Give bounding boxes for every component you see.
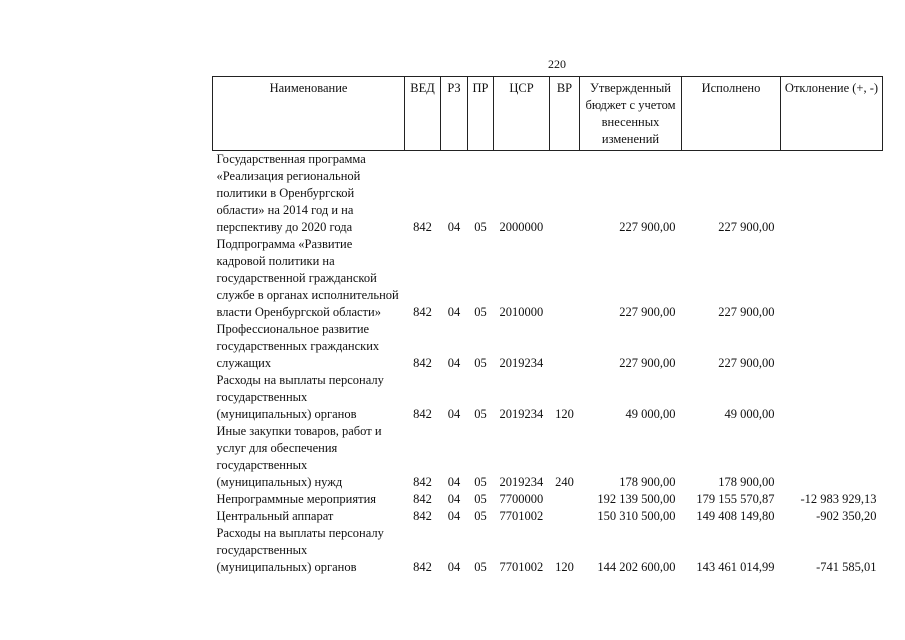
table-row <box>213 491 883 508</box>
row-deviation <box>781 151 883 237</box>
row-rz: 04 <box>447 220 461 234</box>
row-ved: 842 <box>413 560 432 574</box>
header-vr: ВР <box>550 77 580 151</box>
row-name: Расходы на выплаты персоналу государственных (муниципальных) органов <box>216 373 384 421</box>
row-csr: 2010000 <box>499 305 544 319</box>
row-vr <box>550 491 580 508</box>
row-vr: 240 <box>555 475 574 489</box>
row-done: 179 155 570,87 <box>696 492 775 506</box>
row-done: 49 000,00 <box>724 407 775 421</box>
row-pr: 05 <box>474 356 487 370</box>
row-rz: 04 <box>447 560 461 574</box>
header-name: Наименование <box>213 77 405 151</box>
row-deviation <box>781 321 883 372</box>
table-row <box>213 525 883 576</box>
row-rz: 04 <box>447 407 461 421</box>
row-deviation: -902 350,20 <box>816 509 877 523</box>
header-rz: РЗ <box>441 77 468 151</box>
table-row <box>213 236 883 321</box>
row-ved: 842 <box>413 475 432 489</box>
row-deviation <box>781 423 883 491</box>
row-pr: 05 <box>474 305 487 319</box>
row-budget: 192 139 500,00 <box>597 492 676 506</box>
row-name: Расходы на выплаты персоналу государственных (муниципальных) органов <box>216 526 384 574</box>
row-csr: 7700000 <box>499 492 544 506</box>
row-name: Профессиональное развитие государственных гражданских служащих <box>216 322 380 370</box>
row-deviation <box>781 372 883 423</box>
row-csr: 7701002 <box>499 509 544 523</box>
row-vr: 120 <box>555 560 574 574</box>
row-done: 149 408 149,80 <box>696 509 775 523</box>
header-ved: ВЕД <box>405 77 441 151</box>
row-done: 227 900,00 <box>718 356 775 370</box>
row-csr: 2019234 <box>499 356 544 370</box>
row-budget: 227 900,00 <box>619 356 676 370</box>
row-ved: 842 <box>413 492 432 506</box>
table-row <box>213 372 883 423</box>
row-deviation <box>781 236 883 321</box>
row-pr: 05 <box>474 220 487 234</box>
row-budget: 227 900,00 <box>619 220 676 234</box>
row-csr: 2019234 <box>499 475 544 489</box>
row-done: 143 461 014,99 <box>696 560 775 574</box>
row-budget: 178 900,00 <box>619 475 676 489</box>
row-csr: 2019234 <box>499 407 544 421</box>
header-budget: Утвержденный бюджет с учетом внесенных изменений <box>580 77 682 151</box>
row-name: Иные закупки товаров, работ и услуг для обеспечения государственных (муниципальных) нужд <box>216 424 382 489</box>
header-deviation: Отклонение (+, -) <box>781 77 883 151</box>
row-ved: 842 <box>413 407 432 421</box>
row-pr: 05 <box>474 475 487 489</box>
row-csr: 2000000 <box>499 220 544 234</box>
row-done: 178 900,00 <box>718 475 775 489</box>
row-budget: 227 900,00 <box>619 305 676 319</box>
row-name: Непрограммные мероприятия <box>216 492 377 506</box>
row-done: 227 900,00 <box>718 305 775 319</box>
row-name: Государственная программа «Реализация региональной политики в Оренбургской области» на 2014 год и на перспективу до 2020 года <box>216 152 366 234</box>
table-row <box>213 321 883 372</box>
row-rz: 04 <box>447 356 461 370</box>
table-row <box>213 151 883 237</box>
row-pr: 05 <box>474 560 487 574</box>
row-done: 227 900,00 <box>718 220 775 234</box>
row-vr <box>550 236 580 321</box>
row-budget: 144 202 600,00 <box>597 560 676 574</box>
row-rz: 04 <box>447 305 461 319</box>
row-ved: 842 <box>413 305 432 319</box>
table-row <box>213 508 883 525</box>
table-header <box>213 77 883 151</box>
row-name: Центральный аппарат <box>216 509 334 523</box>
row-budget: 49 000,00 <box>625 407 676 421</box>
row-vr <box>550 508 580 525</box>
row-name: Подпрограмма «Развитие кадровой политики на государственной гражданской службе в органах исполнительной власти Оренбургской области» <box>216 237 399 319</box>
row-vr: 120 <box>555 407 574 421</box>
row-vr <box>550 321 580 372</box>
row-vr <box>550 151 580 237</box>
header-pr: ПР <box>468 77 494 151</box>
row-pr: 05 <box>474 407 487 421</box>
row-rz: 04 <box>447 492 461 506</box>
row-budget: 150 310 500,00 <box>597 509 676 523</box>
table-row <box>213 423 883 491</box>
row-rz: 04 <box>447 509 461 523</box>
row-rz: 04 <box>447 475 461 489</box>
row-deviation: -741 585,01 <box>816 560 877 574</box>
header-done: Исполнено <box>682 77 781 151</box>
row-csr: 7701002 <box>499 560 544 574</box>
row-ved: 842 <box>413 509 432 523</box>
row-deviation: -12 983 929,13 <box>800 492 877 506</box>
page-number: 220 <box>548 57 566 71</box>
row-pr: 05 <box>474 509 487 523</box>
row-pr: 05 <box>474 492 487 506</box>
budget-table <box>212 76 883 576</box>
row-ved: 842 <box>413 356 432 370</box>
table-body <box>213 151 883 577</box>
row-ved: 842 <box>413 220 432 234</box>
header-csr: ЦСР <box>494 77 550 151</box>
